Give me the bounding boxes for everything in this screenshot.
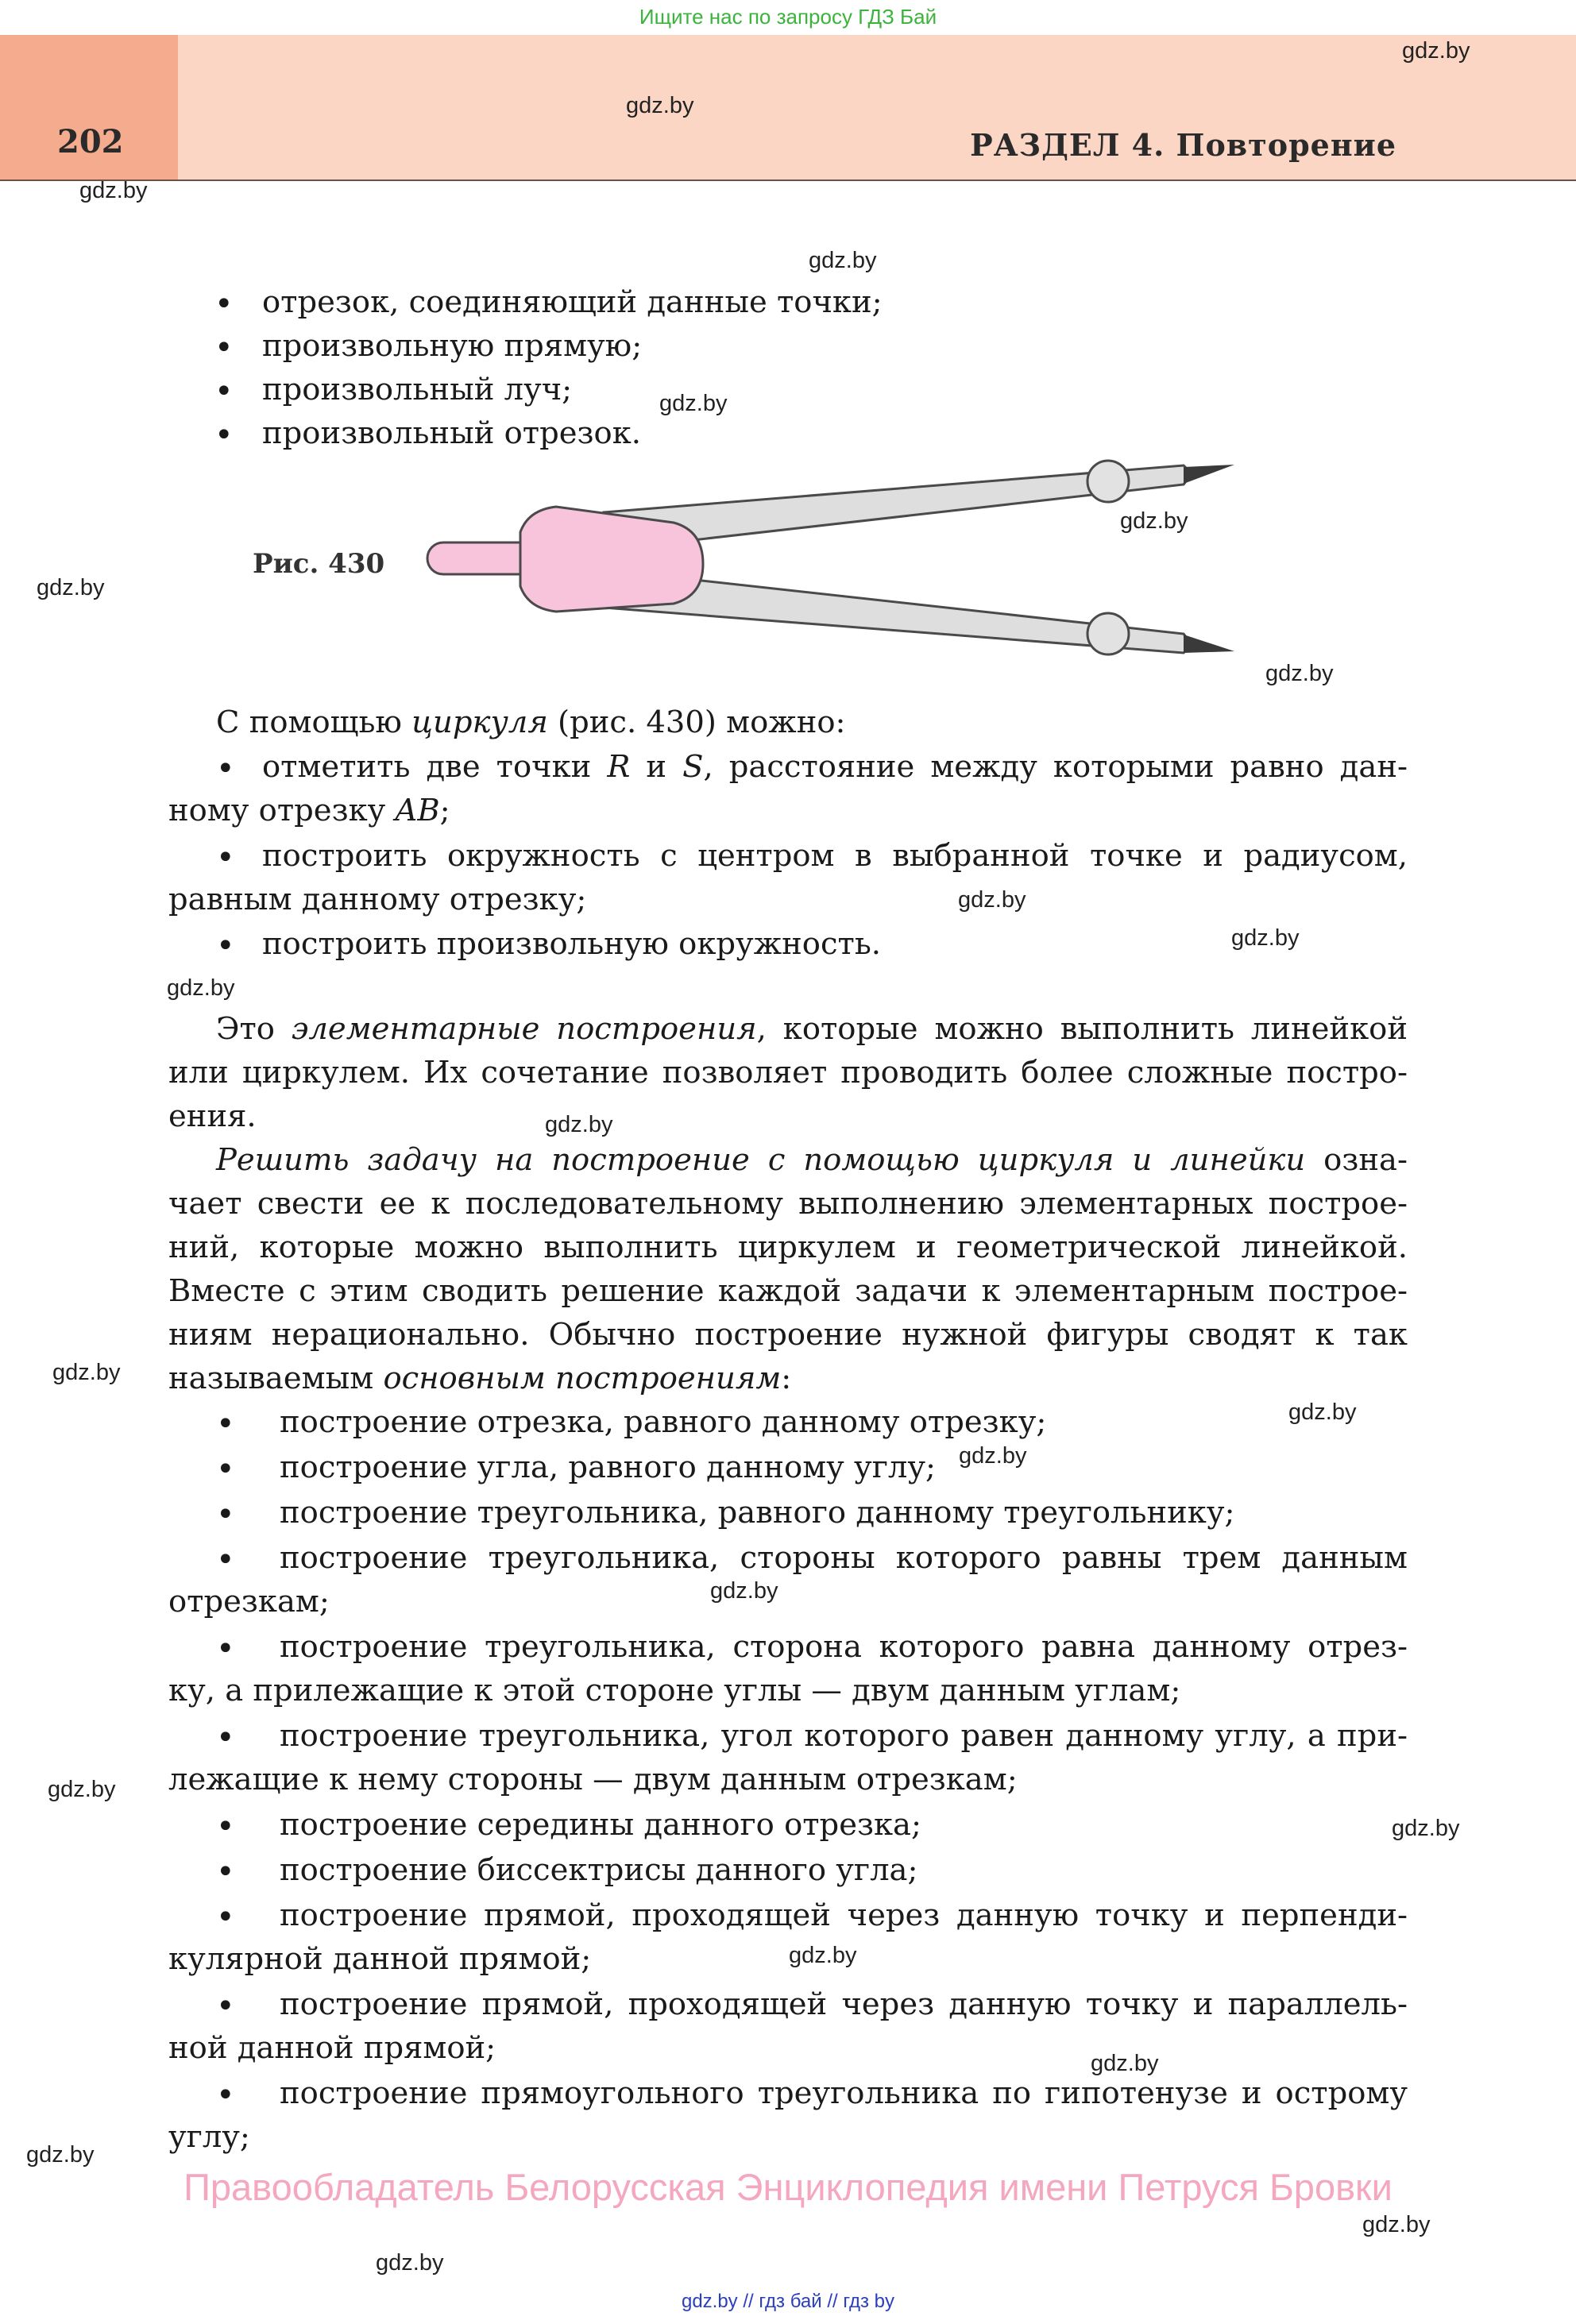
- bullet: •: [214, 330, 234, 366]
- basic-item-9-line-1: построение прямой, проходящей через данную точку и перпенди-: [280, 1897, 1408, 1933]
- ruler-item-3: произвольный луч;: [262, 372, 573, 407]
- bullet: •: [216, 2077, 235, 2114]
- bullet: •: [216, 1854, 235, 1890]
- solve-line-3: ний, которые можно выполнить циркулем и геометрической линейкой.: [168, 1230, 1408, 1265]
- basic-item-5-line-2: ку, а прилежащие к этой стороне углы — двум данным углам;: [168, 1673, 1181, 1708]
- basic-item-5-line-1: построение треугольника, сторона которого равна данному отрез-: [280, 1629, 1408, 1665]
- ruler-item-2: произвольную прямую;: [262, 328, 643, 364]
- watermark: gdz.by: [659, 391, 728, 416]
- compass-lower-tip: [1184, 635, 1234, 653]
- watermark: gdz.by: [1091, 2051, 1159, 2076]
- bullet: •: [216, 1809, 235, 1845]
- solve-line-2: чает свести ее к последовательному выполнению элементарных построе-: [168, 1186, 1408, 1222]
- watermark: gdz.by: [626, 93, 694, 118]
- watermark: gdz.by: [1362, 2212, 1431, 2237]
- bullet: •: [216, 1496, 235, 1533]
- figure-caption: Рис. 430: [253, 548, 385, 580]
- bullet: •: [214, 417, 234, 454]
- bullet: •: [216, 840, 235, 876]
- watermark: gdz.by: [959, 1443, 1027, 1469]
- compass-upper-joint: [1087, 461, 1129, 502]
- bullet: •: [216, 1988, 235, 2025]
- solve-line-1: Решить задачу на построение с помощью циркуля и линейки озна-: [216, 1142, 1408, 1178]
- watermark: gdz.by: [789, 1943, 857, 1968]
- page-number: 202: [57, 123, 124, 160]
- bullet: •: [214, 373, 234, 410]
- solve-line-5: ниям нерационально. Обычно построение нужной фигуры сводят к так: [168, 1317, 1408, 1353]
- bottom-links[interactable]: gdz.by // гдз бай // гдз by: [681, 2291, 895, 2312]
- basic-item-6-line-1: построение треугольника, угол которого равен данному углу, а при-: [280, 1718, 1408, 1754]
- watermark: gdz.by: [52, 1360, 121, 1385]
- basic-item-11-line-1: построение прямоугольного треугольника по гипотенузе и острому: [280, 2075, 1408, 2111]
- basic-item-10-line-2: ной данной прямой;: [168, 2030, 496, 2066]
- basic-item-11-line-2: углу;: [168, 2119, 250, 2155]
- basic-item-4-line-2: отрезкам;: [168, 1584, 330, 1619]
- bullet: •: [216, 1899, 235, 1936]
- ruler-item-4: произвольный отрезок.: [262, 415, 642, 451]
- watermark: gdz.by: [1288, 1399, 1357, 1425]
- basic-item-2: построение угла, равного данному углу;: [280, 1450, 936, 1485]
- basic-item-3: построение треугольника, равного данному треугольнику;: [280, 1495, 1235, 1531]
- bullet: •: [216, 751, 235, 787]
- bullet: •: [216, 1720, 235, 1756]
- elementary-line-3: ения.: [168, 1098, 257, 1134]
- compass-item-2-line-2: равным данному отрезку;: [168, 882, 587, 917]
- watermark: gdz.by: [26, 2142, 95, 2168]
- compass-upper-tip: [1184, 465, 1234, 484]
- bullet: •: [216, 1451, 235, 1488]
- compass-illustration: [421, 453, 1239, 667]
- compass-lower-joint: [1087, 613, 1129, 654]
- header-rule: [0, 180, 1576, 181]
- watermark: gdz.by: [1402, 38, 1470, 64]
- basic-item-1: построение отрезка, равного данному отрезку;: [280, 1404, 1047, 1440]
- compass-item-1-line-2: ному отрезку AB;: [168, 793, 450, 828]
- compass-intro: С помощью циркуля (рис. 430) можно:: [216, 705, 846, 740]
- watermark: gdz.by: [1392, 1816, 1460, 1841]
- bullet: •: [216, 1631, 235, 1667]
- watermark: gdz.by: [958, 887, 1026, 913]
- basic-item-4-line-1: построение треугольника, стороны которого равны трем данным: [280, 1540, 1408, 1576]
- ruler-item-1: отрезок, соединяющий данные точки;: [262, 284, 883, 320]
- compass-head: [520, 507, 703, 612]
- elementary-line-1: Это элементарные построения, которые можно выполнить линейкой: [216, 1011, 1408, 1047]
- elementary-line-2: или циркулем. Их сочетание позволяет проводить более сложные постро-: [168, 1055, 1408, 1091]
- bullet: •: [216, 1406, 235, 1442]
- section-title: РАЗДЕЛ 4. Повторение: [970, 127, 1396, 163]
- bullet: •: [216, 928, 235, 964]
- solve-line-4: Вместе с этим сводить решение каждой задачи к элементарным построе-: [168, 1273, 1408, 1309]
- watermark: gdz.by: [809, 248, 877, 273]
- basic-item-6-line-2: лежащие к нему стороны — двум данным отрезкам;: [168, 1762, 1018, 1797]
- bullet: •: [216, 1542, 235, 1578]
- basic-item-10-line-1: построение прямой, проходящей через данную точку и параллель-: [280, 1986, 1408, 2022]
- basic-item-9-line-2: кулярной данной прямой;: [168, 1941, 592, 1977]
- copyright-footer: Правообладатель Белорусская Энциклопедия имени Петруся Бровки: [183, 2166, 1393, 2208]
- compass-item-2-line-1: построить окружность с центром в выбранной точке и радиусом,: [262, 838, 1408, 874]
- solve-line-6: называемым основным построениям:: [168, 1361, 792, 1396]
- watermark: gdz.by: [1231, 925, 1300, 951]
- watermark: gdz.by: [37, 575, 105, 600]
- watermark: gdz.by: [1265, 661, 1334, 686]
- basic-item-8: построение биссектрисы данного угла;: [280, 1852, 918, 1888]
- watermark: gdz.by: [48, 1777, 116, 1802]
- compass-item-3: построить произвольную окружность.: [262, 926, 882, 962]
- watermark: gdz.by: [1120, 508, 1188, 534]
- watermark: gdz.by: [710, 1578, 778, 1604]
- compass-item-1-line-1: отметить две точки R и S, расстояние между которыми равно дан-: [262, 749, 1408, 785]
- top-note: Ищите нас по запросу ГДЗ Бай: [639, 5, 937, 29]
- bullet: •: [214, 286, 234, 322]
- watermark: gdz.by: [545, 1112, 613, 1137]
- watermark: gdz.by: [167, 975, 235, 1001]
- watermark: gdz.by: [79, 178, 148, 203]
- watermark: gdz.by: [376, 2250, 444, 2276]
- basic-item-7: построение середины данного отрезка;: [280, 1807, 921, 1843]
